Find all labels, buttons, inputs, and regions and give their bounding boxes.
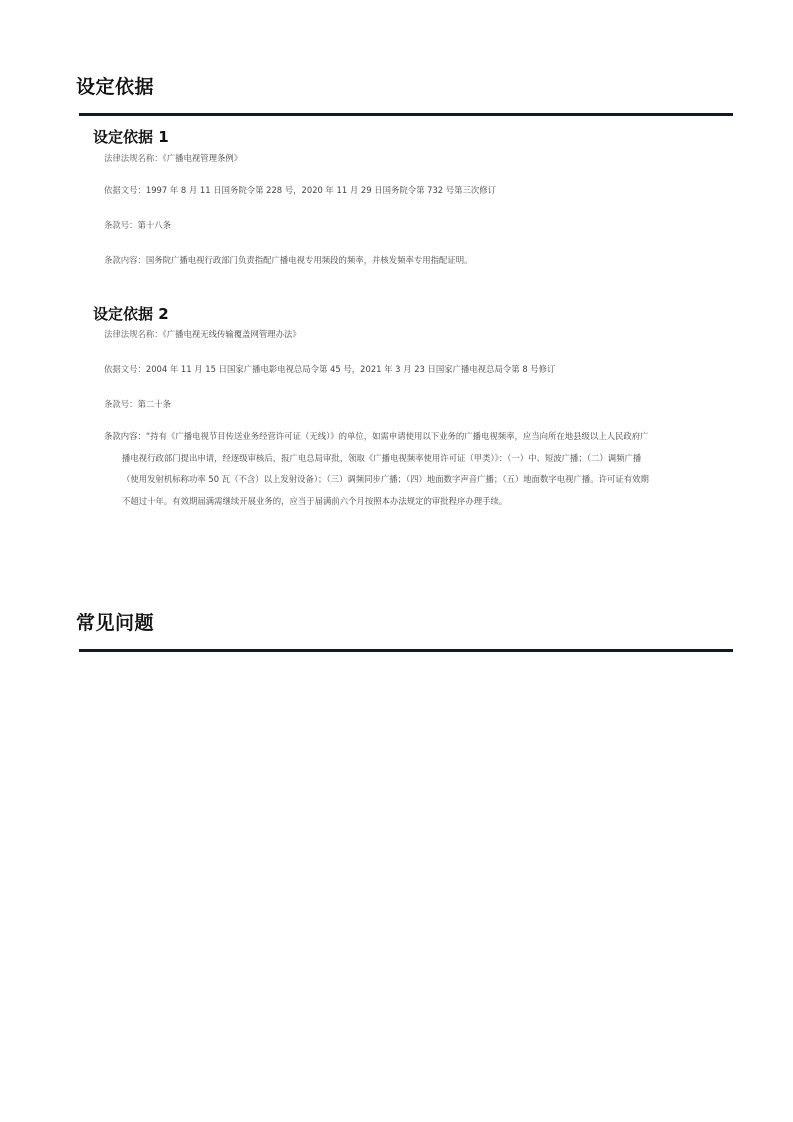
basis-1-clause-number (104, 219, 171, 231)
doc-number-value: 1997 年 8 月 11 日国务院令第 228 号，2020 年 11 月 29 日国务院令第 732 号第三次修订 (145, 185, 497, 195)
section-divider (79, 113, 733, 116)
basis-2-law-name (104, 328, 301, 340)
clause-content-line-1: “持有《广播电视节目传送业务经营许可证（无线）》的单位，如需申请使用以下业务的广播电视频率，应当向所在地县级以上人民政府广 (145, 431, 649, 441)
doc-number-label: 依据文号： (104, 364, 146, 374)
section-title-basis: 设定依据 (76, 76, 155, 98)
basis-2-doc-number (104, 363, 555, 375)
clause-content-label: 条款内容： (104, 255, 146, 265)
section-divider (79, 649, 733, 652)
clause-content-line-2: 播电视行政部门提出申请，经逐级审核后，报广电总局审批，领取《广播电视频率使用许可证（甲类）》：（一）中、短波广播；（二）调频广播 (122, 452, 642, 463)
clause-number-label: 条款号： (104, 220, 138, 230)
law-name-value: 《广播电视无线传输覆盖网管理办法》 (162, 329, 301, 339)
doc-number-label: 依据文号： (104, 185, 146, 195)
clause-content-value: 国务院广播电视行政部门负责指配广播电视专用频段的频率，并核发频率专用指配证明。 (145, 255, 473, 265)
clause-number-label: 条款号： (104, 399, 138, 409)
clause-content-line-4: 不超过十年。有效期届满需继续开展业务的，应当于届满前六个月按照本办法规定的审批程序办理手续。 (122, 495, 508, 506)
basis-2-title: 设定依据 2 (93, 305, 169, 323)
law-name-value: 《广播电视管理条例》 (162, 153, 243, 163)
basis-1-law-name (104, 152, 242, 164)
clause-number-value: 第十八条 (137, 220, 171, 230)
law-name-label: 法律法规名称： (104, 329, 163, 339)
clause-number-value: 第二十条 (137, 399, 171, 409)
doc-number-value: 2004 年 11 月 15 日国家广播电影电视总局令第 45 号，2021 年 3 月 23 日国家广播电视总局令第 8 号修订 (145, 364, 556, 374)
law-name-label: 法律法规名称： (104, 153, 163, 163)
clause-content-line-3: （使用发射机标称功率 50 瓦（不含）以上发射设备）；（三）调频同步广播；（四）地面数字声音广播；（五）地面数字电视广播。许可证有效期 (122, 474, 649, 484)
clause-content-label: 条款内容： (104, 431, 146, 441)
basis-2-clause-content (104, 426, 694, 512)
basis-1-title: 设定依据 1 (93, 128, 169, 146)
section-title-faq: 常见问题 (76, 612, 155, 634)
basis-1-doc-number (104, 184, 496, 196)
basis-2-clause-number (104, 398, 171, 410)
basis-1-clause-content (104, 254, 473, 266)
